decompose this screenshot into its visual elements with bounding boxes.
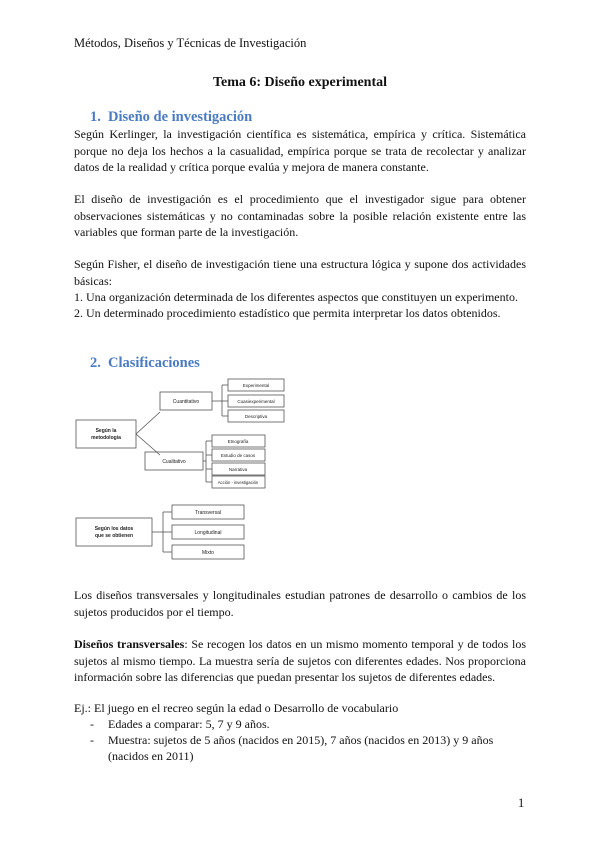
paragraph-kerlinger: Según Kerlinger, la investigación científica es sistemática, empírica y crítica. Sistemática porque no deja los hechos a la casualidad, empírica porque se trata de recolectar y analizar datos de la realidad y crítica porque evalúa y mejora de manera constante. [74, 127, 526, 174]
root2-line2: que se obtienen [94, 533, 134, 539]
example-bullet-2 [90, 732, 493, 749]
root-box-metodologia [76, 420, 136, 448]
r2-item-1: Transversal [195, 510, 221, 516]
r2-item-3: Mixto [202, 550, 214, 556]
b1-item-2: Cuasiexperimental [237, 399, 275, 404]
branch1-label: Cuantitativo [172, 399, 200, 405]
example-bullet-1 [90, 716, 270, 733]
root-box-datos [76, 518, 152, 546]
root2-line1: Según los datos [94, 526, 134, 532]
bullet-dash-2: - [90, 733, 94, 747]
b2-item-4: Acción - investigación [217, 480, 259, 485]
paragraph-transversal-longitudinal: Los diseños transversales y longitudinales estudian patrones de desarrollo o cambios de los sujetos producidos por el tiempo. [74, 588, 526, 619]
b2-item-1: Etnografía [227, 439, 249, 444]
root1-line2: metodología [91, 435, 121, 441]
list-item-1: 1. Una organización determinada de los diferentes aspectos que constituyen un experimento. [74, 290, 518, 304]
example-intro: Ej.: El juego en el recreo según la edad o Desarrollo de vocabulario [74, 701, 399, 715]
paragraph-disenos-transversales [74, 636, 526, 686]
section-2-number: 2. [90, 355, 101, 371]
paragraph-fisher: Según Fisher, el diseño de investigación tiene una estructura lógica y supone dos actividades básicas: [74, 257, 526, 288]
b1-item-1: Experimental [242, 383, 270, 388]
page-title: Tema 6: Diseño experimental [212, 75, 388, 90]
paragraph-definition: El diseño de investigación es el procedimiento que el investigador sigue para obtener observaciones sistemáticas y no contaminadas sobre la posible relación existente entre las variables que forman parte de la investigación. [74, 192, 526, 239]
term-disenos-transversales: Diseños transversales [74, 637, 185, 651]
page-number: 1 [518, 796, 525, 810]
branch2-label: Cualitativo [162, 459, 186, 465]
b2-item-2: Estudio de casos [220, 453, 256, 458]
bullet-text-1: Edades a comparar: 5, 7 y 9 años. [108, 717, 270, 731]
section-1-title: Diseño de investigación [108, 109, 253, 125]
bullet-dash-1: - [90, 717, 94, 731]
b2-item-3: Narrativa [228, 467, 248, 472]
section-1-number: 1. [90, 109, 101, 125]
root1-line1: Según la [95, 428, 117, 434]
list-item-2: 2. Un determinado procedimiento estadístico que permita interpretar los datos obtenidos. [74, 306, 501, 320]
running-header: Métodos, Diseños y Técnicas de Investigación [74, 36, 307, 50]
example-bullet-2-continuation: (nacidos en 2011) [108, 749, 194, 763]
r2-item-2: Longitudinal [194, 530, 222, 536]
section-2-title: Clasificaciones [108, 355, 200, 371]
bullet-text-2: Muestra: sujetos de 5 años (nacidos en 2015), 7 años (nacidos en 2013) y 9 años [108, 733, 494, 747]
definition-disenos-transversales: : Se recogen los datos en un mismo momento temporal y de todos los sujetos al mismo tiempo. La muestra sería de sujetos con diferentes edades. Nos proporciona información sobre las diferencias que puedan presentar los sujetos de diferentes edades. [74, 637, 526, 684]
b1-item-3: Descriptiva [244, 414, 268, 419]
